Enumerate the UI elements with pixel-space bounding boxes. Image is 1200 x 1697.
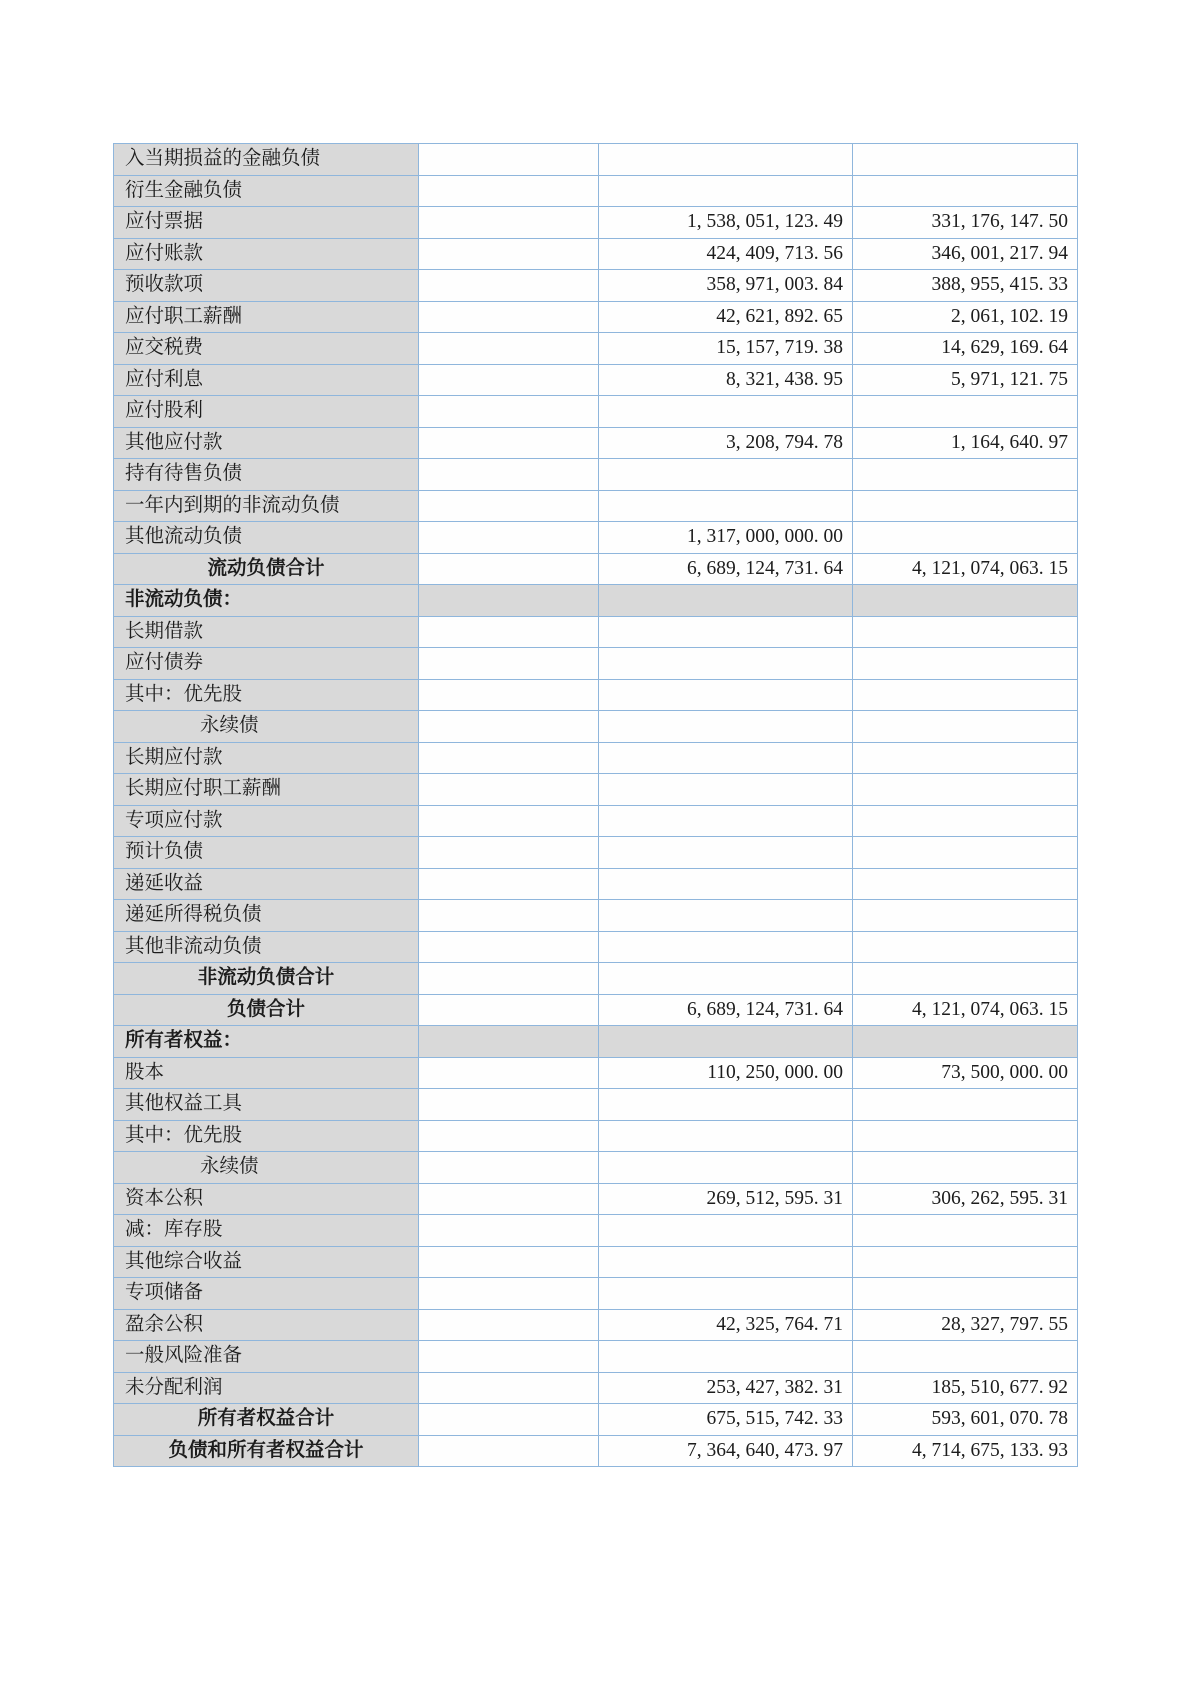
row-label: 非流动负债合计 [197,967,335,989]
current-period-cell: 6, 689, 124, 731. 64 [599,994,853,1026]
row-label: 预收款项 [125,274,204,296]
current-period-cell: 8, 321, 438. 95 [599,364,853,396]
row-label: 其中：优先股 [125,683,243,705]
row-label-cell [114,805,419,837]
table-row [114,1435,1078,1467]
row-label-cell [114,522,419,554]
row-label: 资本公积 [125,1187,204,1209]
row-label-cell [114,1372,419,1404]
prior-period-cell [853,616,1078,648]
prior-period-cell: 331, 176, 147. 50 [853,207,1078,239]
prior-period-cell: 1, 164, 640. 97 [853,427,1078,459]
row-label-cell [114,238,419,270]
balance-sheet-page [113,143,1078,1467]
current-period-cell: 42, 621, 892. 65 [599,301,853,333]
prior-period-cell: 14, 629, 169. 64 [853,333,1078,365]
table-row [114,774,1078,806]
table-row [114,333,1078,365]
current-period-cell [599,616,853,648]
note-cell [419,805,599,837]
row-label: 专项储备 [125,1282,204,1304]
row-label-cell [114,679,419,711]
row-label: 长期应付职工薪酬 [125,778,282,800]
row-label-cell [114,616,419,648]
prior-period-cell [853,1215,1078,1247]
prior-period-cell [853,837,1078,869]
note-cell [419,175,599,207]
prior-period-cell: 4, 121, 074, 063. 15 [853,994,1078,1026]
current-period-cell: 6, 689, 124, 731. 64 [599,553,853,585]
current-period-cell [599,1215,853,1247]
note-cell [419,1246,599,1278]
row-label: 应付债券 [125,652,204,674]
row-label-cell [114,742,419,774]
note-cell [419,774,599,806]
row-label: 负债和所有者权益合计 [168,1439,364,1461]
note-cell [419,837,599,869]
prior-period-cell [853,805,1078,837]
prior-period-cell [853,868,1078,900]
row-label-cell [114,1404,419,1436]
table-row [114,805,1078,837]
row-label-cell [114,490,419,522]
row-label: 持有待售负债 [125,463,243,485]
table-row [114,1341,1078,1373]
row-label: 其他权益工具 [125,1093,243,1115]
balance-sheet-table [113,143,1078,1467]
row-label: 入当期损益的金融负债 [125,148,321,170]
table-row [114,396,1078,428]
table-row [114,648,1078,680]
prior-period-cell [853,648,1078,680]
prior-period-cell: 4, 121, 074, 063. 15 [853,553,1078,585]
row-label: 一般风险准备 [125,1345,243,1367]
current-period-cell: 110, 250, 000. 00 [599,1057,853,1089]
current-period-cell [599,1341,853,1373]
note-cell [419,1089,599,1121]
current-period-cell [599,648,853,680]
note-cell [419,1026,599,1058]
current-period-cell [599,175,853,207]
table-row [114,207,1078,239]
table-row [114,868,1078,900]
table-row [114,931,1078,963]
table-row [114,459,1078,491]
row-label-cell [114,774,419,806]
note-cell [419,1215,599,1247]
row-label: 应付账款 [125,242,204,264]
table-row [114,679,1078,711]
row-label-cell [114,1183,419,1215]
row-label-cell [114,1435,419,1467]
note-cell [419,1183,599,1215]
row-label: 专项应付款 [125,809,223,831]
table-row [114,711,1078,743]
table-row [114,553,1078,585]
note-cell [419,144,599,176]
row-label-cell [114,963,419,995]
note-cell [419,1435,599,1467]
note-cell [419,364,599,396]
current-period-cell: 7, 364, 640, 473. 97 [599,1435,853,1467]
note-cell [419,333,599,365]
prior-period-cell [853,1246,1078,1278]
row-label-cell [114,1246,419,1278]
current-period-cell [599,931,853,963]
table-row [114,270,1078,302]
note-cell [419,711,599,743]
row-label: 永续债 [200,715,259,737]
row-label: 衍生金融负债 [125,179,243,201]
row-label: 其他非流动负债 [125,935,262,957]
row-label: 应付股利 [125,400,204,422]
row-label: 负债合计 [226,998,305,1020]
table-row [114,175,1078,207]
row-label-cell [114,711,419,743]
current-period-cell [599,742,853,774]
table-row [114,1215,1078,1247]
row-label-cell [114,837,419,869]
note-cell [419,270,599,302]
row-label-cell [114,144,419,176]
table-row [114,994,1078,1026]
current-period-cell [599,711,853,743]
row-label-cell [114,585,419,617]
current-period-cell: 253, 427, 382. 31 [599,1372,853,1404]
current-period-cell: 15, 157, 719. 38 [599,333,853,365]
row-label: 递延所得税负债 [125,904,262,926]
prior-period-cell [853,679,1078,711]
row-label: 应付利息 [125,368,204,390]
current-period-cell: 3, 208, 794. 78 [599,427,853,459]
prior-period-cell [853,1278,1078,1310]
prior-period-cell [853,742,1078,774]
prior-period-cell [853,900,1078,932]
row-label: 其中：优先股 [125,1124,243,1146]
note-cell [419,900,599,932]
row-label-cell [114,459,419,491]
note-cell [419,396,599,428]
prior-period-cell [853,1341,1078,1373]
note-cell [419,207,599,239]
row-label-cell [114,994,419,1026]
row-label: 股本 [125,1061,165,1083]
prior-period-cell [853,774,1078,806]
row-label: 盈余公积 [125,1313,204,1335]
prior-period-cell [853,522,1078,554]
current-period-cell [599,1152,853,1184]
current-period-cell [599,679,853,711]
prior-period-cell: 593, 601, 070. 78 [853,1404,1078,1436]
prior-period-cell: 346, 001, 217. 94 [853,238,1078,270]
current-period-cell [599,1278,853,1310]
current-period-cell [599,868,853,900]
prior-period-cell: 73, 500, 000. 00 [853,1057,1078,1089]
prior-period-cell [853,144,1078,176]
current-period-cell: 269, 512, 595. 31 [599,1183,853,1215]
table-row [114,742,1078,774]
row-label: 其他流动负债 [125,526,243,548]
row-label-cell [114,648,419,680]
current-period-cell: 358, 971, 003. 84 [599,270,853,302]
current-period-cell: 42, 325, 764. 71 [599,1309,853,1341]
current-period-cell: 1, 538, 051, 123. 49 [599,207,853,239]
row-label-cell [114,1309,419,1341]
table-row [114,1404,1078,1436]
row-label-cell [114,931,419,963]
prior-period-cell [853,396,1078,428]
current-period-cell [599,774,853,806]
prior-period-cell [853,459,1078,491]
table-row [114,1183,1078,1215]
current-period-cell [599,490,853,522]
note-cell [419,616,599,648]
note-cell [419,868,599,900]
row-label: 应付职工薪酬 [125,305,243,327]
table-row [114,238,1078,270]
table-row [114,1372,1078,1404]
table-row [114,522,1078,554]
current-period-cell [599,900,853,932]
note-cell [419,459,599,491]
row-label: 应交税费 [125,337,204,359]
table-row [114,1278,1078,1310]
note-cell [419,553,599,585]
row-label-cell [114,427,419,459]
balance-sheet-body [114,144,1078,1467]
prior-period-cell [853,585,1078,617]
table-row [114,1120,1078,1152]
table-row [114,963,1078,995]
current-period-cell [599,963,853,995]
current-period-cell [599,396,853,428]
current-period-cell [599,1026,853,1058]
prior-period-cell [853,490,1078,522]
table-row [114,1026,1078,1058]
row-label: 所有者权益： [125,1030,243,1052]
table-row [114,585,1078,617]
table-row [114,1246,1078,1278]
table-row [114,837,1078,869]
note-cell [419,301,599,333]
current-period-cell: 424, 409, 713. 56 [599,238,853,270]
current-period-cell [599,144,853,176]
table-row [114,1152,1078,1184]
row-label-cell [114,900,419,932]
prior-period-cell: 4, 714, 675, 133. 93 [853,1435,1078,1467]
note-cell [419,994,599,1026]
current-period-cell: 1, 317, 000, 000. 00 [599,522,853,554]
row-label: 所有者权益合计 [197,1408,335,1430]
prior-period-cell [853,711,1078,743]
current-period-cell [599,805,853,837]
current-period-cell [599,585,853,617]
row-label: 流动负债合计 [207,557,325,579]
note-cell [419,1372,599,1404]
row-label: 其他应付款 [125,431,223,453]
row-label-cell [114,1057,419,1089]
prior-period-cell: 5, 971, 121. 75 [853,364,1078,396]
table-row [114,900,1078,932]
prior-period-cell: 28, 327, 797. 55 [853,1309,1078,1341]
table-row [114,301,1078,333]
table-row [114,364,1078,396]
row-label: 其他综合收益 [125,1250,243,1272]
note-cell [419,585,599,617]
row-label-cell [114,868,419,900]
prior-period-cell [853,1026,1078,1058]
row-label-cell [114,1278,419,1310]
note-cell [419,1404,599,1436]
note-cell [419,742,599,774]
table-row [114,427,1078,459]
note-cell [419,238,599,270]
prior-period-cell [853,1152,1078,1184]
current-period-cell: 675, 515, 742. 33 [599,1404,853,1436]
row-label-cell [114,175,419,207]
note-cell [419,522,599,554]
note-cell [419,1152,599,1184]
prior-period-cell [853,1089,1078,1121]
row-label-cell [114,1120,419,1152]
row-label-cell [114,1026,419,1058]
prior-period-cell [853,963,1078,995]
row-label-cell [114,553,419,585]
note-cell [419,490,599,522]
prior-period-cell: 2, 061, 102. 19 [853,301,1078,333]
note-cell [419,1309,599,1341]
note-cell [419,1057,599,1089]
table-row [114,1089,1078,1121]
row-label: 应付票据 [125,211,204,233]
row-label-cell [114,396,419,428]
note-cell [419,931,599,963]
current-period-cell [599,837,853,869]
row-label-cell [114,1341,419,1373]
current-period-cell [599,1246,853,1278]
note-cell [419,1341,599,1373]
table-row [114,144,1078,176]
row-label: 预计负债 [125,841,204,863]
prior-period-cell [853,1120,1078,1152]
table-row [114,1309,1078,1341]
row-label: 长期借款 [125,620,204,642]
prior-period-cell [853,175,1078,207]
row-label-cell [114,301,419,333]
row-label: 长期应付款 [125,746,223,768]
table-row [114,616,1078,648]
row-label-cell [114,1089,419,1121]
row-label-cell [114,1215,419,1247]
prior-period-cell [853,931,1078,963]
note-cell [419,679,599,711]
row-label-cell [114,1152,419,1184]
prior-period-cell: 185, 510, 677. 92 [853,1372,1078,1404]
row-label: 非流动负债： [125,589,243,611]
current-period-cell [599,459,853,491]
prior-period-cell: 306, 262, 595. 31 [853,1183,1078,1215]
table-row [114,1057,1078,1089]
table-row [114,490,1078,522]
note-cell [419,427,599,459]
row-label-cell [114,364,419,396]
current-period-cell [599,1089,853,1121]
row-label: 递延收益 [125,872,204,894]
note-cell [419,1278,599,1310]
current-period-cell [599,1120,853,1152]
row-label: 一年内到期的非流动负债 [125,494,340,516]
prior-period-cell: 388, 955, 415. 33 [853,270,1078,302]
note-cell [419,648,599,680]
note-cell [419,1120,599,1152]
row-label: 未分配利润 [125,1376,223,1398]
row-label-cell [114,270,419,302]
row-label: 永续债 [200,1156,259,1178]
row-label-cell [114,207,419,239]
row-label: 减：库存股 [125,1219,223,1241]
note-cell [419,963,599,995]
row-label-cell [114,333,419,365]
